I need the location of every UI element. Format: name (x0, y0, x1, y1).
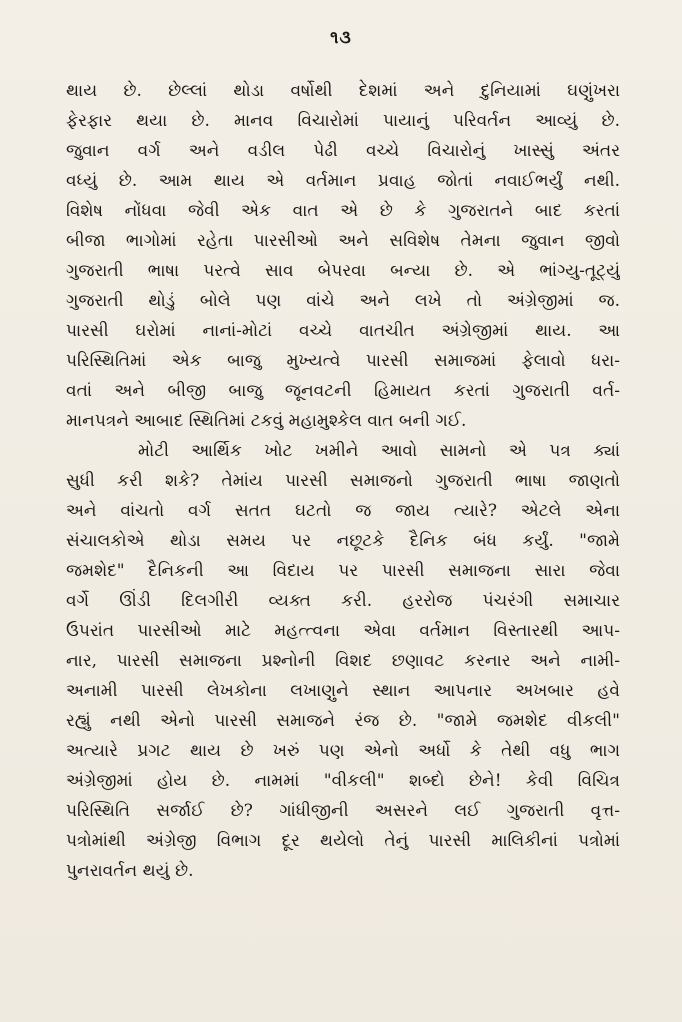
text-line: બીજા ભાગોમાં રહેતા પારસીઓ અને સવિશેષ તેમના જુવાન જીવો (66, 231, 620, 251)
text-line: થાય છે. છેલ્લાં થોડા વર્ષોથી દેશમાં અને દુનિયામાં ઘણુંખરા (66, 81, 620, 101)
text-line: મોટી આર્થિક ખોટ ખમીને આવો સામનો એ પત્ર ક્યાં (138, 441, 620, 461)
text-line: અંગ્રેજીમાં હોય છે. નામમાં "વીકલી" શબ્દો છેને! કેવી વિચિત્ર (66, 771, 620, 791)
text-line: રહ્યું નથી એનો પારસી સમાજને રંજ છે. "જામે જમશેદ વીકલી" (66, 711, 620, 731)
text-line: વતાં અને બીજી બાજુ જૂનવટની હિમાયત કરતાં ગુજરાતી વર્ત- (66, 381, 620, 401)
text-line: પરિસ્થિતિ સર્જાઈ છે? ગાંધીજીની અસરને લઈ ગુજરાતી વૃત્ત- (66, 801, 620, 821)
text-line: નાર, પારસી સમાજના પ્રશ્નોની વિશદ છણાવટ કરનાર અને નામી- (66, 651, 620, 671)
text-line: જુવાન વર્ગ અને વડીલ પેઢી વચ્ચે વિચારોનું ખાસ્સું અંતર (66, 141, 620, 161)
paragraph-2 (66, 436, 620, 886)
text-line: જમશેદ" દૈનિકની આ વિદાય પર પારસી સમાજના સારા જેવા (66, 561, 620, 581)
page-number: ૧૩ (330, 28, 352, 48)
text-line: અનામી પારસી લેખકોના લખાણુને સ્થાન આપનાર અખબાર હવે (66, 681, 620, 701)
text-line: અને વાંચતો વર્ગ સતત ઘટતો જ જાય ત્યારે? એટલે એના (66, 501, 620, 521)
text-line: ગુજરાતી ભાષા પરત્વે સાવ બેપરવા બન્યા છે. એ ભાંગ્યુ-તૂટ્યું (66, 261, 620, 281)
text-line: અત્યારે પ્રગટ થાય છે ખરું પણ એનો અર્ધો કે તેથી વધુ ભાગ (66, 741, 620, 761)
text-line: વર્ગે ઊંડી દિલગીરી વ્યક્ત કરી. હરરોજ પંચરંગી સમાચાર (66, 591, 620, 611)
text-line: પારસી ઘરોમાં નાનાં-મોટાં વચ્ચે વાતચીત અંગ્રેજીમાં થાય. આ (66, 321, 620, 341)
text-line: માનપત્રને આબાદ સ્થિતિમાં ટકવું મહામુશ્કેલ વાત બની ગઈ. (66, 411, 467, 431)
paragraph-1 (66, 76, 620, 436)
text-line: ગુજરાતી થોડું બોલે પણ વાંચે અને લખે તો અંગ્રેજીમાં જ. (66, 291, 620, 311)
text-line: ફેરફાર થયા છે. માનવ વિચારોમાં પાયાનું પરિવર્તન આવ્યું છે. (66, 111, 620, 131)
text-line: વિશેષ નોંધવા જેવી એક વાત એ છે કે ગુજરાતને બાદ કરતાં (66, 201, 620, 221)
text-line: સંચાલકોએ થોડા સમય પર નછૂટકે દૈનિક બંધ કર્યું. "જામે (66, 531, 620, 551)
text-line: પુનરાવર્તન થયું છે. (66, 861, 194, 881)
text-line: ઉપરાંત પારસીઓ માટે મહત્ત્વના એવા વર્તમાન વિસ્તારથી આપ- (66, 621, 620, 641)
text-line: પત્રોમાંથી અંગ્રેજી વિભાગ દૂર થયેલો તેનું પારસી માલિકીનાં પત્રોમાં (66, 831, 620, 851)
text-line: વધ્યું છે. આમ થાય એ વર્તમાન પ્રવાહ જોતાં નવાઈભર્યું નથી. (66, 171, 620, 191)
text-line: પરિસ્થિતિમાં એક બાજુ મુખ્યત્વે પારસી સમાજમાં ફેલાવો ધરા- (66, 351, 620, 371)
text-line: સુધી કરી શકે? તેમાંય પારસી સમાજનો ગુજરાતી ભાષા જાણતો (66, 471, 620, 491)
body-text (66, 76, 620, 886)
